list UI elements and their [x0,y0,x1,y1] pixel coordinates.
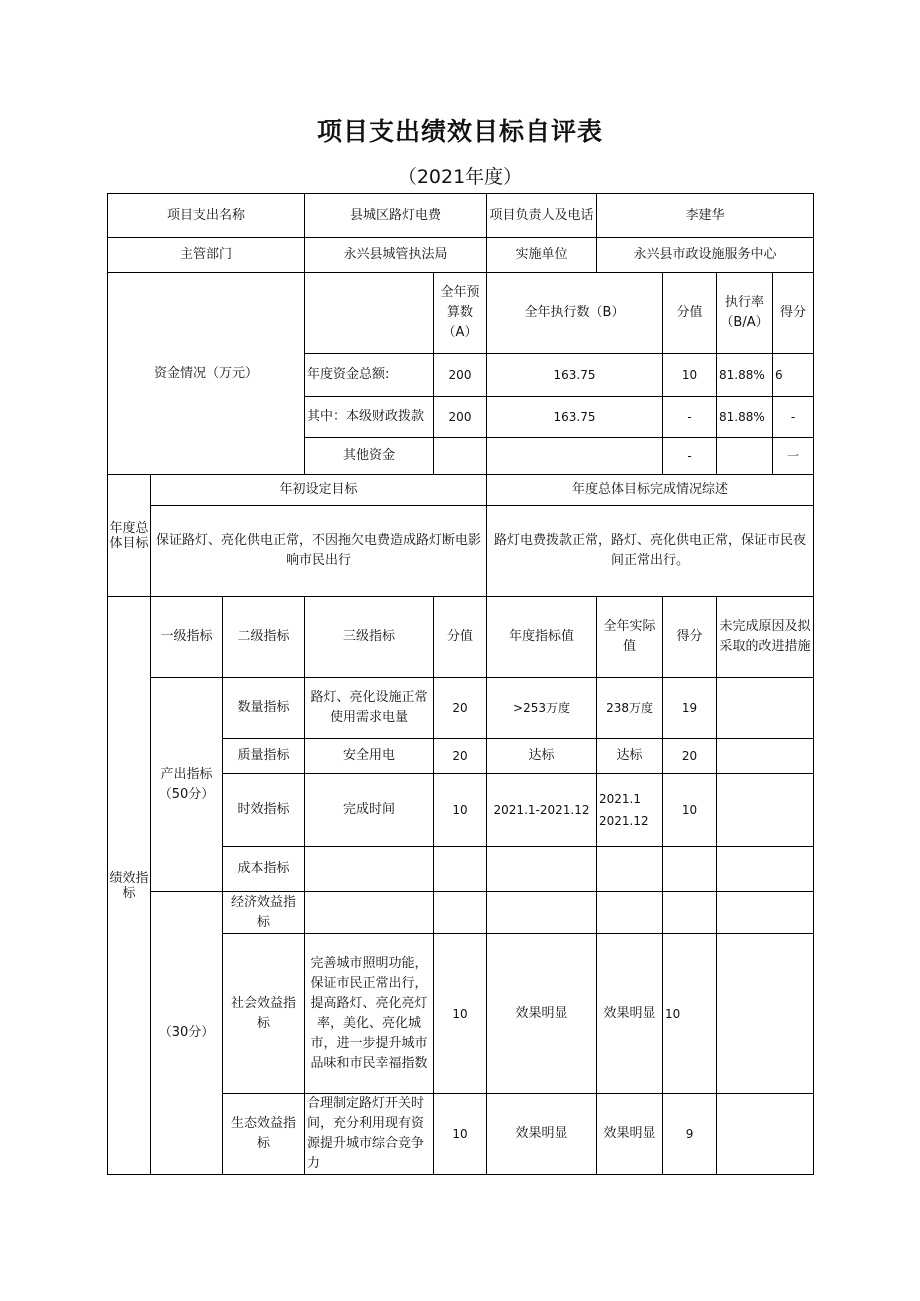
funds-row-rate [717,438,773,475]
funds-row-score: 6 [773,354,814,397]
funds-col-rate: 执行率（B/A） [717,273,773,354]
perf-row-level2: 社会效益指标 [223,934,305,1094]
perf-row-level2: 质量指标 [223,739,305,774]
funds-row-value: - [663,438,717,475]
perf-row-target [487,847,597,892]
funds-row-label: 其中：本级财政拨款 [305,397,434,438]
perf-row-target: 2021.1-2021.12 [487,774,597,847]
project-person-value: 李建华 [597,194,814,238]
goals-section-label: 年度总体目标 [108,475,151,597]
perf-row-target: 达标 [487,739,597,774]
dept-value: 永兴县城管执法局 [305,238,487,273]
perf-row-reason [717,892,814,934]
perf-row-actual-start: 2021.1 [599,792,642,806]
perf-row-actual-end: 2021.12 [599,814,649,828]
unit-value: 永兴县市政设施服务中心 [597,238,814,273]
funds-col-exec: 全年执行数（B） [487,273,663,354]
perf-row-level3: 路灯、亮化设施正常使用需求电量 [305,678,434,739]
goals-set-text: 保证路灯、亮化供电正常，不因拖欠电费造成路灯断电影响市民出行 [151,506,487,597]
goals-set-label: 年初设定目标 [151,475,487,506]
perf-header-value: 分值 [434,597,487,678]
perf-row-reason [717,934,814,1094]
perf-row-value [434,847,487,892]
perf-row-level3: 完善城市照明功能，保证市民正常出行，提高路灯、亮化亮灯率，美化、亮化城市，进一步提升城市品味和市民幸福指数 [305,934,434,1094]
funds-row-label: 年度资金总额: [305,354,434,397]
perf-row-value [434,892,487,934]
perf-benefit-label: （30分） [151,892,223,1175]
perf-header-row [108,597,814,678]
perf-row-actual [597,892,663,934]
perf-row-value: 10 [434,934,487,1094]
perf-header-score: 得分 [663,597,717,678]
perf-row-value: 20 [434,739,487,774]
page-title: 项目支出绩效目标自评表 [316,117,603,146]
perf-row-score: 10 [663,774,717,847]
perf-row-level2: 时效指标 [223,774,305,847]
perf-row-target [487,892,597,934]
funds-header-row [108,273,814,354]
perf-row-actual: 238万度 [597,678,663,739]
perf-row [108,892,814,934]
unit-label: 实施单位 [487,238,597,273]
project-name-value: 县城区路灯电费 [305,194,487,238]
perf-row-level3 [305,847,434,892]
perf-output-label: 产出指标（50分） [151,678,223,892]
perf-row-target: 效果明显 [487,1094,597,1175]
funds-row-exec: 163.75 [487,397,663,438]
goals-header-row [108,475,814,506]
perf-row-reason [717,678,814,739]
perf-row-value: 10 [434,774,487,847]
dept-label: 主管部门 [108,238,305,273]
funds-row-rate: 81.88% [717,354,773,397]
funds-row-exec [487,438,663,475]
funds-row-value: - [663,397,717,438]
perf-row-actual: 效果明显 [597,1094,663,1175]
funds-row-label: 其他资金 [305,438,434,475]
funds-row-score: - [773,397,814,438]
project-name-label: 项目支出名称 [108,194,305,238]
perf-row-value: 20 [434,678,487,739]
funds-row-budget: 200 [434,397,487,438]
perf-row-level3: 安全用电 [305,739,434,774]
evaluation-table [107,193,814,1175]
funds-col-budget: 全年预算数（A） [434,273,487,354]
goals-content-row [108,506,814,597]
perf-row-actual [597,774,663,847]
perf-header-actual: 全年实际值 [597,597,663,678]
perf-header-level2: 二级指标 [223,597,305,678]
basic-row-1 [108,194,814,238]
perf-row-score [663,847,717,892]
funds-row-budget [434,438,487,475]
perf-row-level2: 成本指标 [223,847,305,892]
perf-row-score: 19 [663,678,717,739]
perf-row-actual: 达标 [597,739,663,774]
perf-header-level3: 三级指标 [305,597,434,678]
perf-row-target: 效果明显 [487,934,597,1094]
goals-summary-label: 年度总体目标完成情况综述 [487,475,814,506]
perf-row-level3 [305,892,434,934]
perf-row-target: >253万度 [487,678,597,739]
perf-row-score: 9 [663,1094,717,1175]
perf-row-reason [717,774,814,847]
funds-row-score: 一 [773,438,814,475]
basic-row-2 [108,238,814,273]
perf-row-score: 20 [663,739,717,774]
funds-empty-header [305,273,434,354]
perf-row-level2: 数量指标 [223,678,305,739]
perf-header-level1: 一级指标 [151,597,223,678]
funds-section-label: 资金情况（万元） [108,273,305,475]
perf-row-level2: 生态效益指标 [223,1094,305,1175]
perf-row-actual [597,847,663,892]
perf-row-reason [717,1094,814,1175]
perf-section-label: 绩效指标 [108,597,151,1175]
perf-header-reason: 未完成原因及拟采取的改进措施 [717,597,814,678]
perf-row-score: 10 [663,934,717,1094]
perf-row-level2: 经济效益指标 [223,892,305,934]
perf-row-reason [717,739,814,774]
perf-row-score [663,892,717,934]
goals-summary-text: 路灯电费拨款正常，路灯、亮化供电正常，保证市民夜间正常出行。 [487,506,814,597]
perf-row-level3: 完成时间 [305,774,434,847]
perf-row-reason [717,847,814,892]
funds-col-score-value: 分值 [663,273,717,354]
perf-row-level3: 合理制定路灯开关时间，充分利用现有资源提升城市综合竞争力 [305,1094,434,1175]
perf-header-target: 年度指标值 [487,597,597,678]
perf-row-value: 10 [434,1094,487,1175]
project-person-label: 项目负责人及电话 [487,194,597,238]
perf-row-actual: 效果明显 [597,934,663,1094]
funds-row-budget: 200 [434,354,487,397]
funds-row-value: 10 [663,354,717,397]
funds-col-score: 得分 [773,273,814,354]
perf-row [108,678,814,739]
funds-row-exec: 163.75 [487,354,663,397]
page-year: （2021年度） [397,166,523,188]
funds-row-rate: 81.88% [717,397,773,438]
